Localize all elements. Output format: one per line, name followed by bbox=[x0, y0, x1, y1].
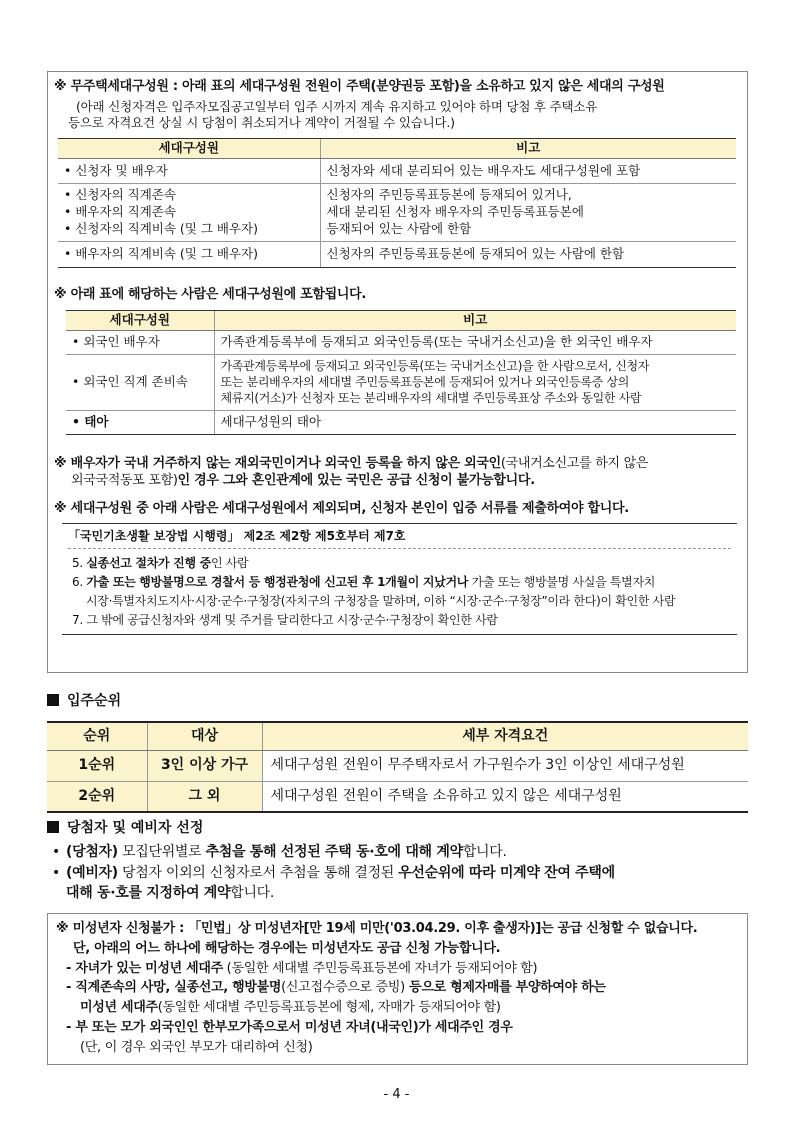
member-item: • 외국인 직계 존비속 bbox=[72, 374, 188, 389]
table1-row2-note bbox=[320, 184, 736, 242]
item-number: 5. bbox=[72, 555, 87, 570]
minor-notice-line2: 단, 아래의 어느 하나에 해당하는 경우에는 미성년자도 공급 신청 가능합니다. bbox=[73, 940, 501, 956]
reserve-line bbox=[52, 864, 752, 883]
square-bullet-icon bbox=[47, 694, 59, 706]
note-line: 가족관계등록부에 등재되고 외국인등록(또는 국내거소신고)을 한 외국인 배우자 bbox=[220, 333, 653, 349]
note-line: 또는 분리배우자의 세대별 주민등록표등본에 등재되어 있거나 외국인등록증 상의 bbox=[220, 375, 630, 390]
order-row2-target: 그 외 bbox=[147, 781, 262, 812]
note-line: 신청자의 주민등록표등본에 등재되어 있거나, bbox=[326, 187, 572, 203]
household-member-notice-box bbox=[47, 71, 748, 673]
reserve-text-bold: 우선순위에 따라 미계약 잔여 주택에 bbox=[398, 865, 615, 881]
law-item-6 bbox=[68, 574, 731, 590]
line3-bold: - 자녀가 있는 미성년 세대주 bbox=[66, 960, 223, 976]
note-line: 신청자의 주민등록표등본에 등재되어 있는 사람에 한함 bbox=[326, 246, 625, 262]
minor-notice-line5 bbox=[56, 998, 739, 1018]
section-winner-title bbox=[47, 819, 203, 838]
spouse-abroad-notice bbox=[54, 455, 741, 490]
member-item: • 외국인 배우자 bbox=[72, 334, 160, 349]
order-header-rank: 순위 bbox=[47, 722, 147, 750]
order-row1-rank: 1순위 bbox=[47, 750, 147, 781]
bullet-icon: • bbox=[52, 844, 60, 860]
section-winner-label: 당첨자 및 예비자 선정 bbox=[67, 820, 204, 836]
winner-text-a: 모집단위별로 bbox=[117, 844, 206, 860]
table2-row3-member bbox=[66, 410, 214, 434]
line5-normal: (동일한 세대별 주민등록표등본에 형제, 자매가 등재되어야 함) bbox=[157, 1000, 501, 1015]
note-line: 체류지(거소)가 신청자 또는 분리배우자의 세대별 주민등록표상 주소와 동일한 사람 bbox=[220, 391, 642, 406]
table2-row2-note bbox=[214, 354, 736, 410]
note-line: 신청자와 세대 분리되어 있는 배우자도 세대구성원에 포함 bbox=[326, 162, 641, 178]
item-bold: 가출 또는 행방불명으로 경찰서 등 행정관청에 신고된 후 1개월이 지났거나 bbox=[86, 574, 469, 589]
item-bold: 실종선고 절차가 진행 중 bbox=[86, 555, 211, 570]
member-item: • 태아 bbox=[72, 414, 109, 429]
included-member-table bbox=[66, 310, 736, 435]
table1-row1-note bbox=[320, 159, 736, 184]
excluded-member-notice: ※ 세대구성원 중 아래 사람은 세대구성원에서 제외되며, 신청자 본인이 입증 서류를 제출하여야 합니다. bbox=[54, 500, 629, 516]
line5-bold: 미성년 세대주 bbox=[80, 1000, 158, 1015]
member-item: • 배우자의 직계비속 (및 그 배우자) bbox=[64, 246, 314, 263]
line4-normal: (신고접수증으로 증빙) bbox=[281, 980, 405, 996]
member-item: • 배우자의 직계존속 bbox=[64, 204, 314, 221]
occupancy-order-table bbox=[47, 721, 748, 813]
law-item-6-cont: 시장·특별자치도지사·시장·군수·구청장(자치구의 구청장을 말하며, 이하 “시장·군수·구청장”이라 한다)이 확인한 사람 bbox=[86, 594, 676, 609]
law-excerpt-box bbox=[62, 523, 737, 635]
table2-row1-note bbox=[214, 330, 736, 354]
order-row1-target: 3인 이상 가구 bbox=[147, 750, 262, 781]
law-item-7: 7. 그 밖에 공급신청자와 생계 및 주거를 달리한다고 시장·군수·구청장이 확인한 사람 bbox=[72, 613, 498, 628]
reserve-text-bold2: 대해 동·호를 지정하여 계약 bbox=[66, 885, 231, 901]
notice3-bold-a: ※ 배우자가 국내 거주하지 않는 재외국민이거나 외국인 등록을 하지 않은 외국인 bbox=[54, 455, 501, 471]
law-item-5 bbox=[68, 555, 731, 571]
minor-notice-line4 bbox=[56, 978, 739, 998]
minor-notice-line6: - 부 또는 모가 외국인인 한부모가족으로서 미성년 자녀(내국인)가 세대주인 경우 bbox=[66, 1019, 513, 1035]
line4-bold-b: 등으로 형제자매를 부양하여야 하는 bbox=[404, 980, 606, 996]
item-number: 6. bbox=[72, 574, 87, 589]
member-item: • 신청자의 직계비속 (및 그 배우자) bbox=[64, 221, 314, 238]
page-number: - 4 - bbox=[383, 1087, 410, 1102]
table2-row2-member bbox=[66, 354, 214, 410]
member-item: • 신청자의 직계존속 bbox=[64, 187, 314, 204]
square-bullet-icon bbox=[47, 821, 59, 833]
section-order-title bbox=[47, 692, 121, 711]
minor-notice-line1: ※ 미성년자 신청불가 : 「민법」상 미성년자[만 19세 미만('03.04.29. 이후 출생자)]는 공급 신청할 수 없습니다. bbox=[56, 921, 698, 936]
order-row1-req: 세대구성원 전원이 무주택자로서 가구원수가 3인 이상인 세대구성원 bbox=[262, 750, 748, 781]
law-title: 「국민기초생활 보장법 시행령」 제2조 제2항 제5호부터 제7호 bbox=[68, 528, 731, 548]
winner-line bbox=[52, 843, 752, 862]
minor-notice-line3 bbox=[56, 959, 739, 979]
note-line: 가족관계등록부에 등재되고 외국인등록(또는 국내거소신고)을 한 사람으로서, 신청자 bbox=[220, 359, 650, 374]
table1-row3-members bbox=[58, 242, 320, 268]
reserve-tag: (예비자) bbox=[66, 865, 118, 881]
notice3-normal-b: 외국국적동포 포함) bbox=[71, 473, 178, 489]
table1-header-members: 세대구성원 bbox=[58, 139, 320, 159]
notice3-bold-b: 인 경우 그와 혼인관계에 있는 국민은 공급 신청이 불가능합니다. bbox=[177, 473, 535, 489]
household-member-table bbox=[58, 138, 736, 268]
note-line: 등재되어 있는 사람에 한함 bbox=[326, 221, 472, 237]
box1-paragraph-line1: (아래 신청자격은 입주자모집공고일부터 입주 시까지 계속 유지하고 있어야 하며 당첨 후 주택소유 bbox=[76, 98, 598, 114]
winner-text-bold: 추첨을 통해 선정된 주택 동·호에 대해 계약 bbox=[205, 844, 463, 860]
reserve-text-a: 당첨자 이외의 신청자로서 추첨을 통해 결정된 bbox=[117, 865, 399, 881]
order-row2-rank: 2순위 bbox=[47, 781, 147, 812]
winner-text-end: 합니다. bbox=[462, 844, 507, 860]
order-header-req: 세부 자격요건 bbox=[262, 722, 748, 750]
note-line: 세대구성원의 태아 bbox=[220, 413, 322, 429]
table2-row3-note bbox=[214, 410, 736, 434]
order-header-target: 대상 bbox=[147, 722, 262, 750]
section-order-label: 입주순위 bbox=[67, 693, 122, 709]
table1-row1-members bbox=[58, 159, 320, 184]
box1-paragraph-line2: 등으로 자격요건 상실 시 당첨이 취소되거나 계약이 거절될 수 있습니다.) bbox=[68, 115, 455, 131]
order-row2-req: 세대구성원 전원이 주택을 소유하고 있지 않은 세대구성원 bbox=[262, 781, 748, 812]
minor-notice-line7: (단, 이 경우 외국인 부모가 대리하여 신청) bbox=[80, 1039, 313, 1055]
note-line: 세대 분리된 신청자 배우자의 주민등록표등본에 bbox=[326, 204, 584, 220]
table1-header-note: 비고 bbox=[320, 139, 736, 159]
notice3-normal-a: (국내거소신고를 하지 않은 bbox=[500, 455, 649, 471]
box1-heading2: ※ 아래 표에 해당하는 사람은 세대구성원에 포함됩니다. bbox=[54, 287, 367, 303]
bullet-icon: • bbox=[52, 865, 60, 881]
table1-row2-members bbox=[58, 184, 320, 242]
member-item: • 신청자 및 배우자 bbox=[64, 163, 314, 180]
reserve-line-cont bbox=[52, 884, 752, 903]
line3-normal: (동일한 세대별 주민등록표등본에 자녀가 등재되어야 함) bbox=[222, 960, 538, 976]
box1-heading: ※ 무주택세대구성원 : 아래 표의 세대구성원 전원이 주택(분양권등 포함)을 소유하고 있지 않은 세대의 구성원 bbox=[54, 79, 665, 94]
reserve-text-end: 합니다. bbox=[230, 885, 275, 901]
table2-row1-member bbox=[66, 330, 214, 354]
table2-header-member: 세대구성원 bbox=[66, 310, 214, 330]
item-text: 인 사람 bbox=[210, 555, 249, 570]
table1-row3-note bbox=[320, 242, 736, 268]
item-text: 가출 또는 행방불명 사실을 특별자치 bbox=[468, 574, 656, 589]
table2-header-note: 비고 bbox=[214, 310, 736, 330]
minor-applicant-notice-box bbox=[47, 913, 748, 1065]
winner-tag: (당첨자) bbox=[66, 844, 118, 860]
line4-bold-a: - 직계존속의 사망, 실종선고, 행방불명 bbox=[66, 980, 282, 996]
